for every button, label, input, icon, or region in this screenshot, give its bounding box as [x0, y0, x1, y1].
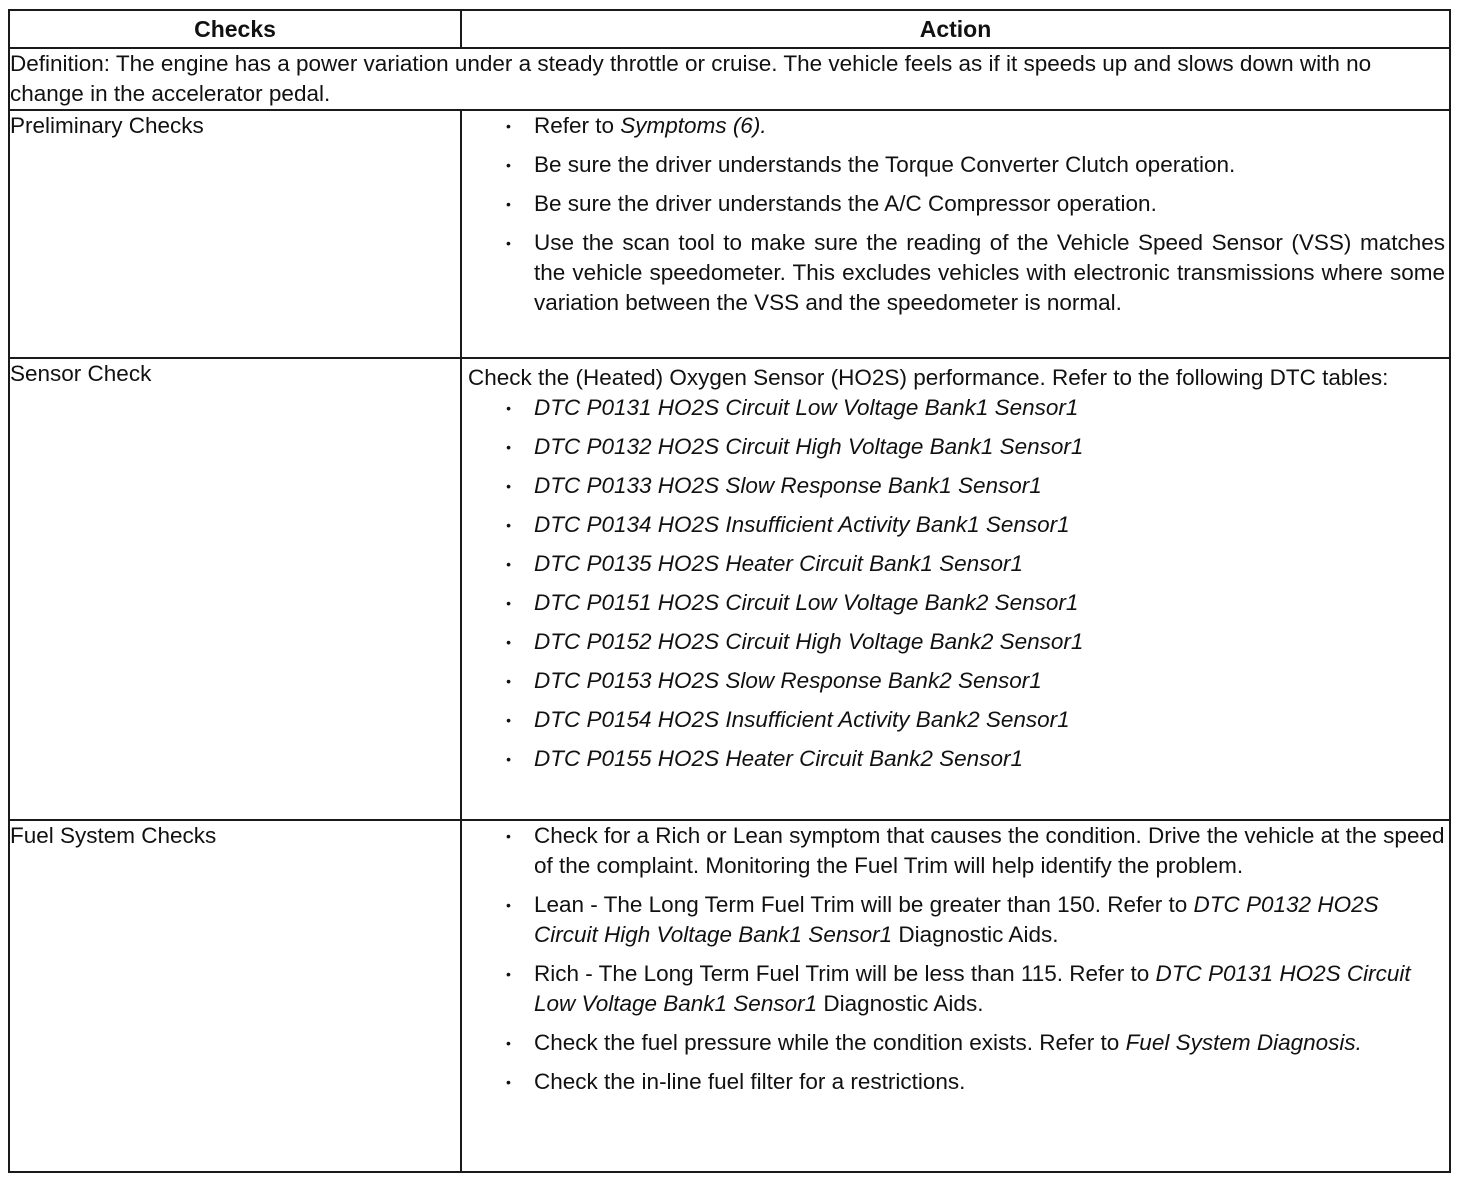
sensor-actions [461, 358, 1450, 820]
list-item: • Check the fuel pressure while the condition exists. Refer to Fuel System Diagnosis. [462, 1028, 1449, 1058]
action-header: Action [461, 10, 1450, 48]
dtc-link[interactable]: • DTC P0135 HO2S Heater Circuit Bank1 Sensor1 [462, 549, 1449, 579]
dtc-link[interactable]: • DTC P0152 HO2S Circuit High Voltage Bank2 Sensor1 [462, 627, 1449, 657]
preliminary-actions [461, 110, 1450, 358]
checks-header: Checks [9, 10, 461, 48]
dtc-link[interactable]: • DTC P0132 HO2S Circuit High Voltage Bank1 Sensor1 [462, 432, 1449, 462]
fuel-label: Fuel System Checks [9, 820, 461, 1172]
diagnostic-table [8, 9, 1451, 1173]
list-item: • Be sure the driver understands the Torque Converter Clutch operation. [462, 150, 1449, 180]
list-item: • Rich - The Long Term Fuel Trim will be less than 115. Refer to DTC P0131 HO2S Circuit Low Voltage Bank1 Sensor1 Diagnostic Aids. [462, 959, 1449, 1019]
dtc-link[interactable]: • DTC P0154 HO2S Insufficient Activity Bank2 Sensor1 [462, 705, 1449, 735]
list-item: • Check for a Rich or Lean symptom that causes the condition. Drive the vehicle at the speed of the complaint. Monitoring the Fuel Trim will help identify the problem. [462, 821, 1449, 881]
dtc-link[interactable]: • DTC P0153 HO2S Slow Response Bank2 Sensor1 [462, 666, 1449, 696]
symptoms-link[interactable]: Symptoms (6). [620, 113, 767, 138]
sensor-intro: Check the (Heated) Oxygen Sensor (HO2S) performance. Refer to the following DTC tables: [468, 365, 1389, 390]
dtc-link[interactable]: • DTC P0131 HO2S Circuit Low Voltage Bank1 Sensor1 [462, 393, 1449, 423]
header-row [9, 10, 1450, 48]
sensor-row [9, 358, 1450, 820]
list-item: • Use the scan tool to make sure the reading of the Vehicle Speed Sensor (VSS) matches the vehicle speedometer. This excludes vehicles with electronic transmissions where some variation between the VSS and the speedometer is normal. [462, 228, 1449, 318]
sensor-label: Sensor Check [9, 358, 461, 820]
list-item: • Refer to Symptoms (6). [462, 111, 1449, 141]
list-item: • Be sure the driver understands the A/C Compressor operation. [462, 189, 1449, 219]
dtc-p0131-link[interactable]: DTC P0131 HO2S Circuit Low Voltage Bank1 Sensor1 [534, 961, 1411, 1016]
dtc-p0132-link[interactable]: DTC P0132 HO2S Circuit High Voltage Bank1 Sensor1 [534, 892, 1379, 947]
dtc-link[interactable]: • DTC P0134 HO2S Insufficient Activity Bank1 Sensor1 [462, 510, 1449, 540]
dtc-link[interactable]: • DTC P0133 HO2S Slow Response Bank1 Sensor1 [462, 471, 1449, 501]
list-item: • Check the in-line fuel filter for a restrictions. [462, 1067, 1449, 1097]
fuel-row [9, 820, 1450, 1172]
preliminary-label: Preliminary Checks [9, 110, 461, 358]
dtc-link[interactable]: • DTC P0151 HO2S Circuit Low Voltage Bank2 Sensor1 [462, 588, 1449, 618]
fuel-system-diagnosis-link[interactable]: Fuel System Diagnosis. [1125, 1030, 1362, 1055]
preliminary-row [9, 110, 1450, 358]
dtc-list [462, 393, 1449, 774]
definition-text: Definition: The engine has a power variation under a steady throttle or cruise. The vehicle feels as if it speeds up and slows down with no change in the accelerator pedal. [9, 48, 1450, 110]
list-item: • Lean - The Long Term Fuel Trim will be greater than 150. Refer to DTC P0132 HO2S Circuit High Voltage Bank1 Sensor1 Diagnostic Aids. [462, 890, 1449, 950]
fuel-actions [461, 820, 1450, 1172]
definition-row [9, 48, 1450, 110]
dtc-link[interactable]: • DTC P0155 HO2S Heater Circuit Bank2 Sensor1 [462, 744, 1449, 774]
